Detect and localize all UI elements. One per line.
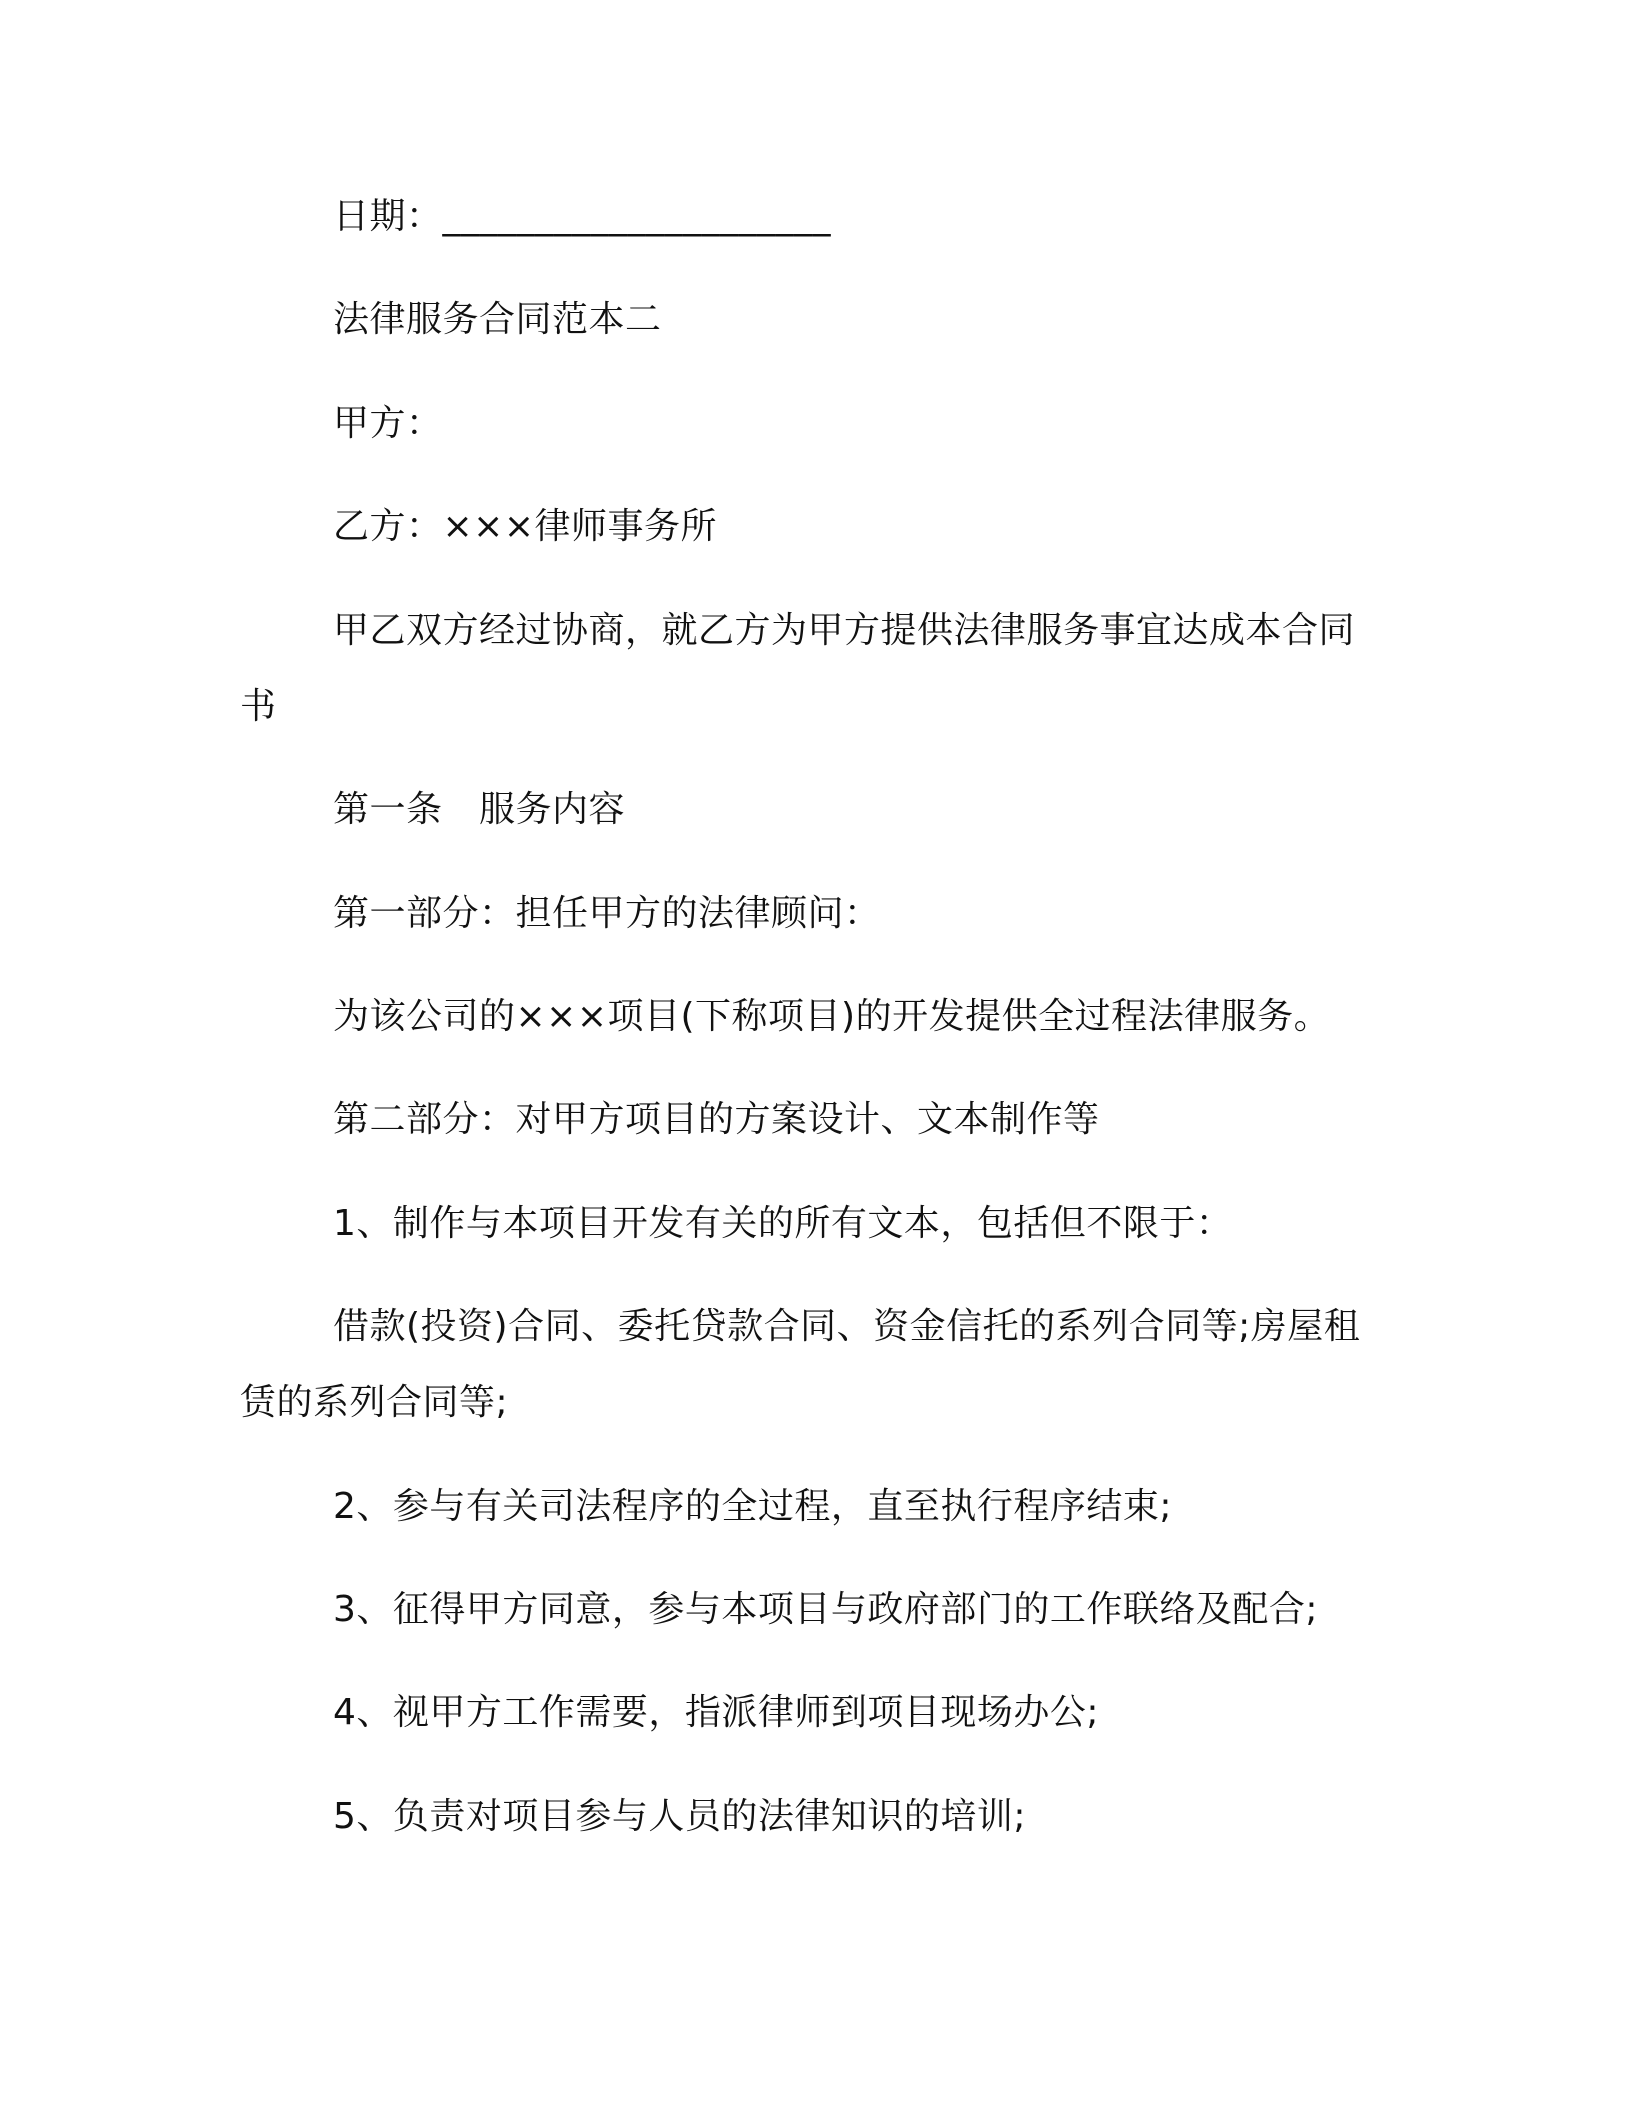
part-1-heading: 第一部分：担任甲方的法律顾问： bbox=[333, 893, 881, 934]
article-1-heading: 第一条 服务内容 bbox=[333, 789, 626, 830]
list-item-1-detail-line-2: 赁的系列合同等; bbox=[240, 1382, 509, 1423]
list-item-3: 3、征得甲方同意，参与本项目与政府部门的工作联络及配合; bbox=[333, 1589, 1319, 1630]
date-line: 日期：_____________________ bbox=[333, 196, 832, 237]
document-title: 法律服务合同范本二 bbox=[333, 299, 662, 340]
intro-paragraph-line-1: 甲乙双方经过协商，就乙方为甲方提供法律服务事宜达成本合同 bbox=[333, 610, 1356, 651]
list-item-1-detail-line-1: 借款(投资)合同、委托贷款合同、资金信托的系列合同等;房屋租 bbox=[333, 1306, 1361, 1347]
party-a-line: 甲方： bbox=[333, 403, 443, 444]
list-item-2: 2、参与有关司法程序的全过程，直至执行程序结束; bbox=[333, 1486, 1173, 1527]
part-2-heading: 第二部分：对甲方项目的方案设计、文本制作等 bbox=[333, 1099, 1100, 1140]
list-item-5: 5、负责对项目参与人员的法律知识的培训; bbox=[333, 1796, 1027, 1837]
list-item-4: 4、视甲方工作需要，指派律师到项目现场办公; bbox=[333, 1692, 1100, 1733]
party-b-line: 乙方：×××律师事务所 bbox=[333, 506, 717, 547]
intro-paragraph-line-2: 书 bbox=[240, 686, 277, 727]
part-1-body: 为该公司的×××项目(下称项目)的开发提供全过程法律服务。 bbox=[333, 996, 1331, 1037]
list-item-1: 1、制作与本项目开发有关的所有文本，包括但不限于： bbox=[333, 1203, 1233, 1244]
